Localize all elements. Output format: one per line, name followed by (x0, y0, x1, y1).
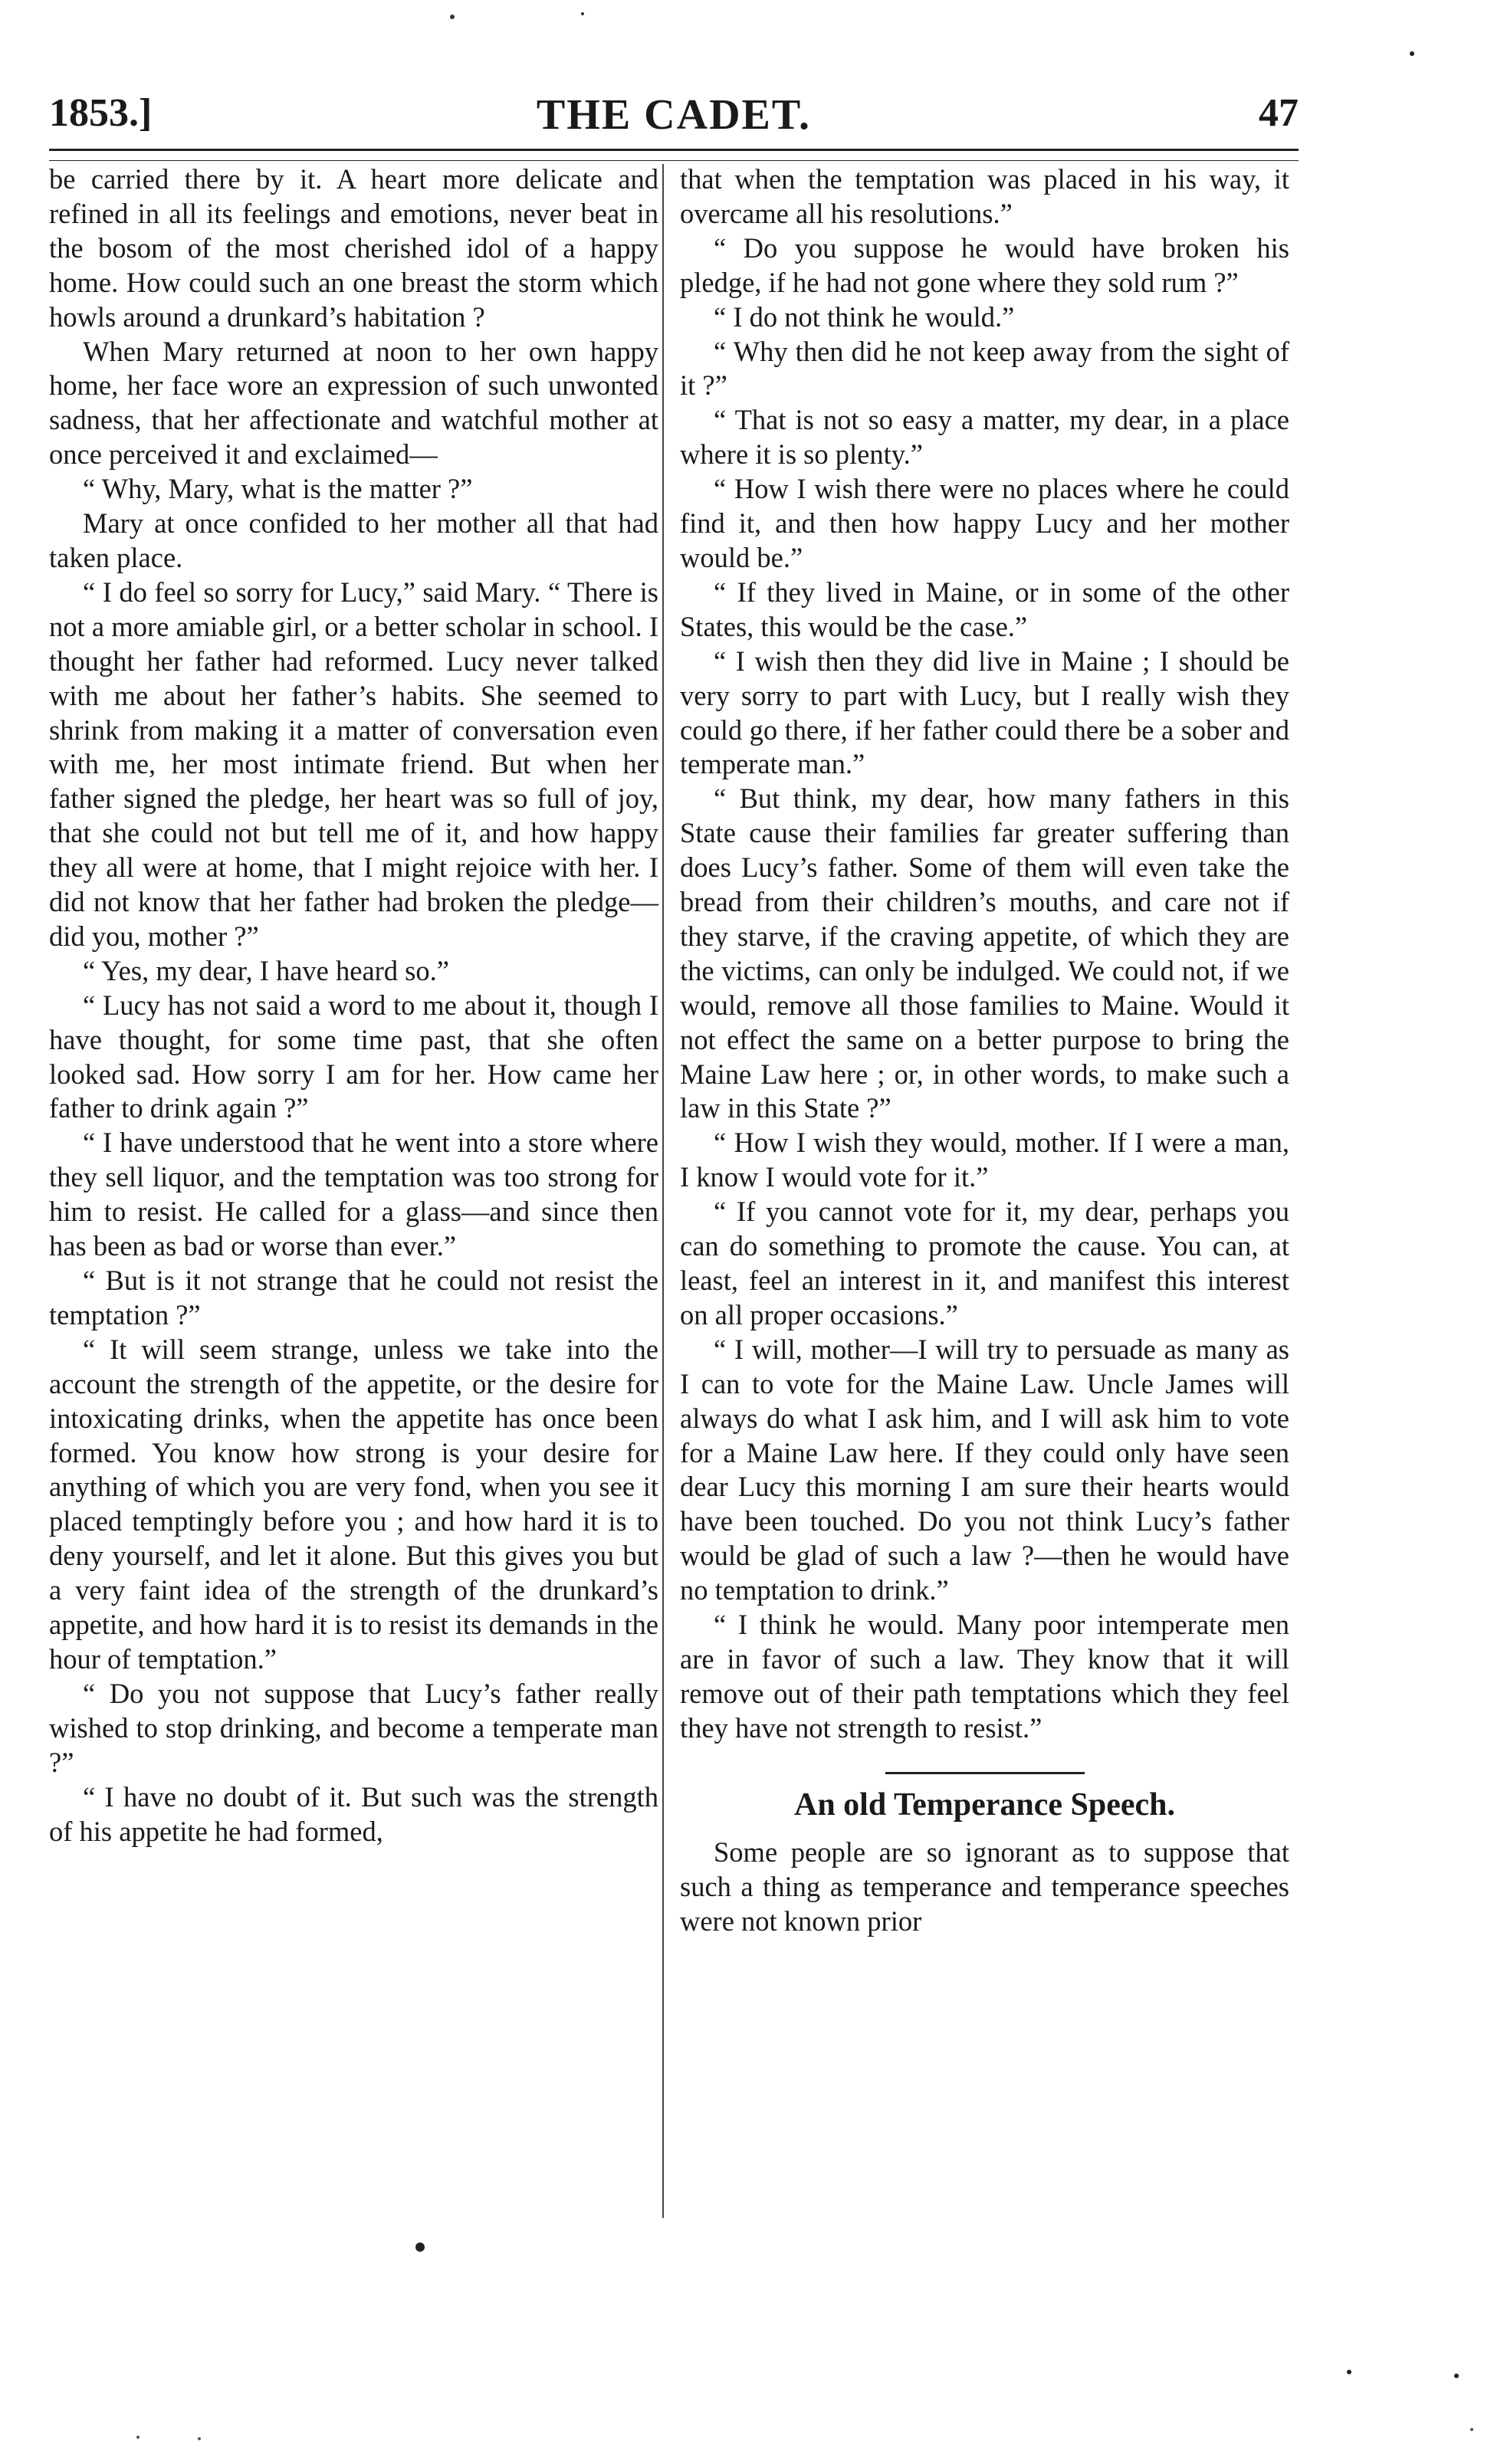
paragraph: “ I think he would. Many poor intemperate men are in favor of such a law. They know that it will remove out of their path temptations which they feel they have not strength to resist.” (680, 1609, 1289, 1744)
paragraph: “ It will seem strange, unless we take into the account the strength of the appetite, or the desire for intoxicating drinks, when the appetite has once been formed. You know how strong is your desire for anything of which you are very fond, when you see it placed temptingly before you ; and how hard it is to deny yourself, and let it alone. But this gives you but a very faint idea of the strength of the drunkard’s appetite, and how hard it is to resist its demands in the hour of temptation.” (49, 1333, 658, 1675)
paragraph: “ Why, Mary, what is the matter ?” (83, 473, 473, 505)
header-rule (49, 149, 1299, 161)
paragraph: “ I have no doubt of it. But such was the strength of his appetite he had formed, (49, 1780, 658, 1847)
paragraph: “ If you cannot vote for it, my dear, perhaps you can do something to promote the cause. You can, at least, feel an interest in it, and manifest this interest on all proper occasions.” (680, 1196, 1289, 1330)
paragraph: “ I wish then they did live in Maine ; I should be very sorry to part with Lucy, but I really wish they could go there, if her father could there be a sober and temperate man.” (680, 645, 1289, 780)
right-column (680, 162, 1289, 1938)
journal-title: THE CADET. (536, 91, 812, 139)
paragraph: “ How I wish there were no places where he could find it, and then how happy Lucy and her mother would be.” (680, 473, 1289, 573)
page-number: 47 (1259, 91, 1299, 135)
paragraph: “ Why then did he not keep away from the sight of it ?” (680, 335, 1289, 402)
paragraph: be carried there by it. A heart more delicate and refined in all its feelings and emotions, never beat in the bosom of the most cherished idol of a happy home. How could such an one breast the storm which howls around a drunkard’s habitation ? (49, 163, 658, 333)
paragraph: “ If they lived in Maine, or in some of the other States, this would be the case.” (680, 576, 1289, 642)
paragraph: When Mary returned at noon to her own happy home, her face wore an expression of such unwonted sadness, that her affectionate and watchful mother at once perceived it and exclaimed— (49, 335, 658, 471)
paragraph: “ How I wish they would, mother. If I were a man, I know I would vote for it.” (680, 1127, 1289, 1193)
left-column (49, 162, 658, 1849)
paragraph: “ That is not so easy a matter, my dear, in a place where it is so plenty.” (680, 404, 1289, 471)
paragraph: “ I do feel so sorry for Lucy,” said Mary. “ There is not a more amiable girl, or a better scholar in school. I thought her father had reformed. Lucy never talked with me about her father’s habits. She seemed to shrink from making it a matter of conversation even with me, her most intimate friend. But when her father signed the pledge, her heart was so full of joy, that she could not but tell me of it, and how happy they all were at home, that I might rejoice with her. I did not know that her father had broken the pledge—did you, mother ?” (49, 576, 658, 952)
running-header (49, 90, 1299, 152)
column-divider (662, 164, 664, 2218)
paragraph: “ Do you not suppose that Lucy’s father really wished to stop drinking, and become a temperate man ?” (49, 1677, 658, 1778)
paragraph: that when the temptation was placed in his way, it overcame all his resolutions.” (680, 163, 1289, 229)
paragraph: “ But is it not strange that he could not resist the temptation ?” (49, 1265, 658, 1330)
paragraph: “ I have understood that he went into a store where they sell liquor, and the temptation was too strong for him to resist. He called for a glass—and since then has been as bad or worse than ever.” (49, 1127, 658, 1262)
paragraph: “ I will, mother—I will try to persuade as many as I can to vote for the Maine Law. Uncle James will always do what I ask him, and I will ask him to vote for a Maine Law here. If they could only have seen dear Lucy this morning I am sure their hearts would have been touched. Do you not think Lucy’s father would be glad of such a law ?—then he would have no temptation to drink.” (680, 1333, 1289, 1606)
header-year: 1853.] (49, 91, 153, 135)
section-paragraph: Some people are so ignorant as to suppose that such a thing as temperance and temperance speeches were not known prior (680, 1836, 1289, 1937)
paragraph: “ Lucy has not said a word to me about it, though I have thought, for some time past, that she often looked sad. How sorry I am for her. How came her father to drink again ?” (49, 989, 658, 1124)
paragraph: “ Do you suppose he would have broken his pledge, if he had not gone where they sold rum ?” (680, 231, 1289, 298)
paragraph: “ Yes, my dear, I have heard so.” (83, 954, 449, 986)
section-heading: An old Temperance Speech. (793, 1786, 1176, 1823)
paragraph: “ I do not think he would.” (714, 300, 1015, 333)
paragraph: “ But think, my dear, how many fathers in this State cause their families far greater suffering than does Lucy’s father. Some of them will even take the bread from their children’s mouths, and care not if they starve, if the craving appetite, of which they are the victims, can only be indulged. We could not, if we would, remove all those families to Maine. Would it not effect the same on a better purpose to bring the Maine Law here ; or, in other words, to make such a law in this State ?” (680, 783, 1289, 1124)
section-rule (885, 1772, 1085, 1774)
paragraph: Mary at once confided to her mother all that had taken place. (49, 507, 658, 573)
